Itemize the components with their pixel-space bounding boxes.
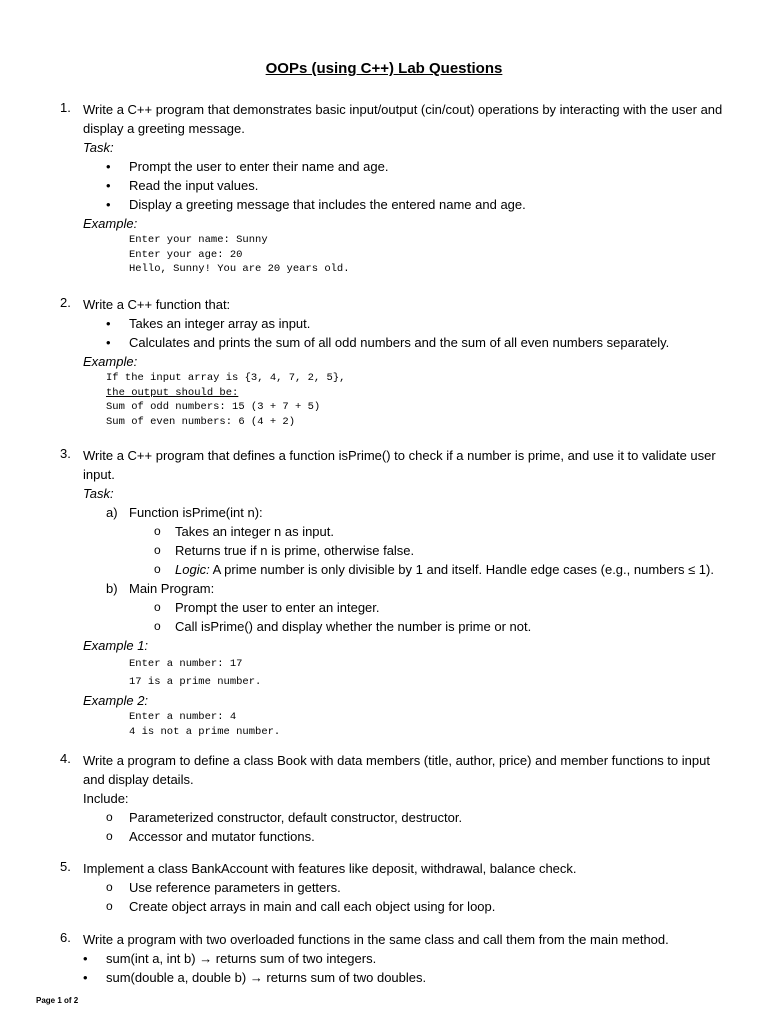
code-line: If the input array is {3, 4, 7, 2, 5}, bbox=[106, 372, 346, 384]
include-list bbox=[83, 808, 730, 846]
question-number: 2. bbox=[60, 295, 71, 310]
list-item: • sum(int a, int b) → returns sum of two integers. bbox=[83, 951, 377, 966]
circle-bullet-icon: o bbox=[154, 543, 161, 557]
circle-bullet-icon: o bbox=[154, 524, 161, 538]
question-4 bbox=[60, 751, 730, 846]
sub-list-a bbox=[60, 522, 730, 579]
circle-bullet-icon: o bbox=[154, 562, 161, 576]
question-text: Write a program with two overloaded functions in the same class and call them from the main method. bbox=[83, 932, 669, 947]
bullet-icon: • bbox=[106, 178, 111, 193]
list-item: o Takes an integer n as input. bbox=[154, 524, 334, 539]
page-title: OOPs (using C++) Lab Questions bbox=[265, 60, 503, 77]
circle-bullet-icon: o bbox=[106, 829, 113, 843]
question-text: Write a C++ program that defines a function isPrime() to check if a number is prime, and use it to validate user input. bbox=[83, 448, 716, 482]
list-item: • Takes an integer array as input. bbox=[106, 316, 311, 331]
circle-bullet-icon: o bbox=[154, 619, 161, 633]
list-item: • sum(double a, double b) → returns sum of two doubles. bbox=[83, 970, 427, 985]
code-line: 4 is not a prime number. bbox=[129, 725, 281, 738]
code-line: Hello, Sunny! You are 20 years old. bbox=[129, 263, 350, 275]
code-line: Sum of odd numbers: 15 (3 + 7 + 5) bbox=[106, 401, 321, 413]
bullet-icon: • bbox=[106, 335, 111, 350]
code-line: Sum of even numbers: 6 (4 + 2) bbox=[106, 415, 296, 428]
list-item: • Read the input values. bbox=[106, 178, 259, 193]
question-3 bbox=[60, 446, 730, 739]
circle-bullet-icon: o bbox=[106, 899, 113, 913]
bullet-icon: • bbox=[106, 316, 111, 331]
code-line: Enter a number: 17 bbox=[129, 658, 243, 670]
sub-list-b bbox=[60, 598, 730, 636]
list-item: o Logic: A prime number is only divisible by 1 and itself. Handle edge cases (e.g., numbers ≤ 1). bbox=[154, 562, 714, 577]
list-item: o Accessor and mutator functions. bbox=[106, 829, 315, 844]
list-item: o Parameterized constructor, default constructor, destructor. bbox=[106, 810, 463, 825]
question-number: 3. bbox=[60, 446, 71, 461]
task-list bbox=[60, 157, 730, 214]
question-number: 4. bbox=[60, 751, 71, 766]
circle-bullet-icon: o bbox=[106, 810, 113, 824]
question-2 bbox=[60, 295, 730, 429]
list-item: • Calculates and prints the sum of all odd numbers and the sum of all even numbers separately. bbox=[106, 335, 670, 350]
function-list bbox=[60, 949, 730, 987]
list-item: o Prompt the user to enter an integer. bbox=[154, 600, 380, 615]
question-text: Write a C++ program that demonstrates basic input/output (cin/cout) operations by interacting with the user and display a greeting message. bbox=[83, 102, 723, 136]
list-item: • Display a greeting message that includes the entered name and age. bbox=[106, 197, 526, 212]
task-list bbox=[60, 314, 730, 352]
feature-list bbox=[83, 878, 730, 916]
list-item: o Call isPrime() and display whether the number is prime or not. bbox=[154, 619, 532, 634]
question-number: 6. bbox=[60, 930, 71, 945]
list-item: o Use reference parameters in getters. bbox=[106, 880, 341, 895]
question-5 bbox=[60, 859, 730, 916]
example-2-label: Example 2: bbox=[83, 693, 149, 708]
bullet-icon: • bbox=[106, 197, 111, 212]
task-label: Task: bbox=[83, 140, 114, 155]
code-line: the output should be: bbox=[106, 386, 239, 399]
code-line: Enter your name: Sunny bbox=[129, 234, 268, 246]
question-number: 5. bbox=[60, 859, 71, 874]
circle-bullet-icon: o bbox=[154, 600, 161, 614]
bullet-icon: • bbox=[106, 159, 111, 174]
question-text: Write a C++ function that: bbox=[83, 297, 231, 312]
task-label: Task: bbox=[83, 486, 114, 501]
code-line: Enter your age: 20 bbox=[129, 248, 243, 261]
question-number: 1. bbox=[60, 100, 71, 115]
bullet-icon: • bbox=[83, 951, 88, 966]
sub-item-a: a) Function isPrime(int n): bbox=[106, 505, 263, 520]
bullet-icon: • bbox=[83, 970, 88, 985]
code-line: Enter a number: 4 bbox=[129, 711, 237, 723]
sub-item-b: b) Main Program: bbox=[106, 581, 215, 596]
example-label: Example: bbox=[83, 216, 138, 231]
question-6 bbox=[60, 930, 730, 987]
example-1-label: Example 1: bbox=[83, 638, 149, 653]
list-item: o Create object arrays in main and call each object using for loop. bbox=[106, 899, 496, 914]
list-item: o Returns true if n is prime, otherwise false. bbox=[154, 543, 415, 558]
example-label: Example: bbox=[83, 354, 138, 369]
code-line: 17 is a prime number. bbox=[129, 676, 262, 688]
question-1 bbox=[60, 100, 730, 277]
question-text: Write a program to define a class Book with data members (title, author, price) and member functions to input and display details. bbox=[83, 753, 710, 787]
page-footer: Page 1 of 2 bbox=[36, 996, 79, 1005]
list-item: • Prompt the user to enter their name and age. bbox=[106, 159, 389, 174]
include-label: Include: bbox=[83, 791, 129, 806]
circle-bullet-icon: o bbox=[106, 880, 113, 894]
question-text: Implement a class BankAccount with features like deposit, withdrawal, balance check. bbox=[83, 861, 577, 876]
